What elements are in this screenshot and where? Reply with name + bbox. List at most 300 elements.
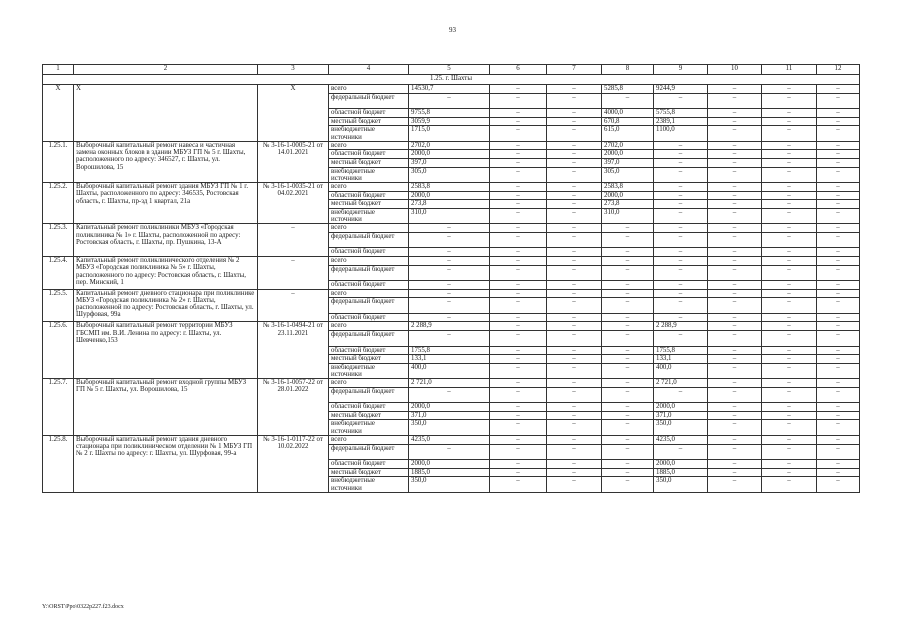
- amount-cell: 2583,8: [409, 183, 490, 192]
- amount-cell: –: [490, 150, 547, 159]
- amount-cell: –: [654, 191, 708, 200]
- amount-cell: 1715,0: [409, 126, 490, 142]
- amount-cell: –: [817, 150, 860, 159]
- amount-cell: –: [762, 117, 817, 126]
- amount-cell: –: [547, 411, 602, 420]
- table-row: [43, 435, 860, 444]
- funding-source: федеральный бюджет: [329, 331, 409, 347]
- column-header: 10: [708, 65, 762, 75]
- amount-cell: –: [708, 224, 762, 233]
- item-number: 1.25.6.: [43, 322, 74, 379]
- amount-cell: 4000,0: [602, 109, 654, 118]
- amount-cell: –: [654, 158, 708, 167]
- amount-cell: –: [409, 331, 490, 347]
- amount-cell: –: [490, 331, 547, 347]
- amount-cell: 2000,0: [409, 403, 490, 412]
- amount-cell: –: [547, 444, 602, 460]
- amount-cell: 2 288,9: [409, 322, 490, 331]
- item-reference: № 3-16-1-0494-21 от 23.11.2021: [258, 322, 329, 379]
- funding-source: всего: [329, 85, 409, 94]
- amount-cell: –: [708, 363, 762, 379]
- amount-cell: –: [817, 331, 860, 347]
- column-header: 2: [74, 65, 258, 75]
- amount-cell: –: [817, 444, 860, 460]
- funding-source: внебюджетные источники: [329, 363, 409, 379]
- item-reference: № 3-16-1-0117-22 от 10.02.2022: [258, 435, 329, 492]
- amount-cell: –: [547, 460, 602, 469]
- amount-cell: –: [547, 167, 602, 183]
- amount-cell: –: [547, 322, 602, 331]
- amount-cell: –: [490, 167, 547, 183]
- amount-cell: –: [490, 281, 547, 290]
- amount-cell: –: [547, 126, 602, 142]
- amount-cell: –: [409, 248, 490, 257]
- amount-cell: –: [602, 387, 654, 403]
- amount-cell: –: [817, 289, 860, 298]
- amount-cell: –: [547, 298, 602, 314]
- amount-cell: –: [490, 411, 547, 420]
- amount-cell: –: [708, 141, 762, 150]
- funding-source: внебюджетные источники: [329, 167, 409, 183]
- amount-cell: –: [817, 248, 860, 257]
- amount-cell: –: [708, 289, 762, 298]
- amount-cell: 305,0: [602, 167, 654, 183]
- funding-source: внебюджетные источники: [329, 420, 409, 436]
- amount-cell: –: [490, 232, 547, 248]
- item-number: Х: [43, 85, 74, 142]
- amount-cell: –: [762, 141, 817, 150]
- funding-source: областной бюджет: [329, 313, 409, 322]
- amount-cell: –: [547, 387, 602, 403]
- amount-cell: –: [762, 248, 817, 257]
- amount-cell: –: [547, 379, 602, 388]
- funding-source: федеральный бюджет: [329, 387, 409, 403]
- amount-cell: –: [602, 281, 654, 290]
- funding-source: федеральный бюджет: [329, 93, 409, 109]
- amount-cell: 3059,9: [409, 117, 490, 126]
- funding-source: всего: [329, 322, 409, 331]
- amount-cell: –: [762, 167, 817, 183]
- amount-cell: –: [762, 191, 817, 200]
- amount-cell: –: [409, 313, 490, 322]
- amount-cell: –: [602, 460, 654, 469]
- amount-cell: –: [762, 93, 817, 109]
- amount-cell: 2000,0: [602, 191, 654, 200]
- table-row: [43, 322, 860, 331]
- amount-cell: –: [490, 183, 547, 192]
- amount-cell: –: [708, 109, 762, 118]
- amount-cell: –: [547, 435, 602, 444]
- amount-cell: –: [817, 387, 860, 403]
- amount-cell: –: [708, 93, 762, 109]
- amount-cell: –: [708, 183, 762, 192]
- amount-cell: –: [817, 191, 860, 200]
- amount-cell: –: [654, 281, 708, 290]
- amount-cell: –: [602, 248, 654, 257]
- column-header: 9: [654, 65, 708, 75]
- amount-cell: –: [547, 248, 602, 257]
- amount-cell: –: [708, 322, 762, 331]
- funding-source: внебюджетные источники: [329, 477, 409, 493]
- item-description: Капитальный ремонт поликлиники МБУЗ «Городская поликлиника № 1» г. Шахты, расположенной по адресу: Ростовская область, г. Шахты, пр. Пушкина, 13-А: [74, 224, 258, 257]
- amount-cell: –: [708, 265, 762, 281]
- amount-cell: 1885,0: [409, 468, 490, 477]
- funding-source: всего: [329, 379, 409, 388]
- amount-cell: –: [602, 346, 654, 355]
- section-title: 1.25. г. Шахты: [43, 75, 860, 85]
- amount-cell: 2 721,0: [409, 379, 490, 388]
- amount-cell: 2000,0: [409, 150, 490, 159]
- amount-cell: –: [547, 109, 602, 118]
- amount-cell: –: [654, 265, 708, 281]
- amount-cell: –: [708, 355, 762, 364]
- amount-cell: –: [547, 224, 602, 233]
- amount-cell: –: [490, 444, 547, 460]
- funding-source: областной бюджет: [329, 150, 409, 159]
- amount-cell: 5285,8: [602, 85, 654, 94]
- amount-cell: –: [654, 141, 708, 150]
- item-number: 1.25.4.: [43, 257, 74, 290]
- amount-cell: –: [490, 126, 547, 142]
- amount-cell: –: [602, 420, 654, 436]
- amount-cell: –: [490, 313, 547, 322]
- amount-cell: –: [547, 117, 602, 126]
- amount-cell: –: [490, 363, 547, 379]
- funding-source: областной бюджет: [329, 109, 409, 118]
- amount-cell: –: [762, 379, 817, 388]
- amount-cell: –: [817, 158, 860, 167]
- item-description: Выборочный капитальный ремонт здания МБУЗ ГП № 1 г. Шахты, расположенного по адресу: 346535, Ростовская область, г. Шахты, пр-зд 1 квартал, 21а: [74, 183, 258, 224]
- amount-cell: –: [490, 208, 547, 224]
- amount-cell: –: [762, 150, 817, 159]
- amount-cell: –: [708, 85, 762, 94]
- amount-cell: –: [490, 289, 547, 298]
- amount-cell: –: [490, 435, 547, 444]
- amount-cell: –: [654, 298, 708, 314]
- amount-cell: –: [547, 477, 602, 493]
- column-header: 5: [409, 65, 490, 75]
- amount-cell: –: [602, 93, 654, 109]
- amount-cell: –: [490, 117, 547, 126]
- amount-cell: –: [547, 191, 602, 200]
- amount-cell: –: [547, 85, 602, 94]
- amount-cell: –: [409, 281, 490, 290]
- amount-cell: –: [762, 460, 817, 469]
- table-row: [43, 183, 860, 192]
- amount-cell: –: [409, 257, 490, 266]
- amount-cell: –: [409, 289, 490, 298]
- amount-cell: 350,0: [409, 477, 490, 493]
- item-number: 1.25.8.: [43, 435, 74, 492]
- table-row: [43, 289, 860, 298]
- column-header: 1: [43, 65, 74, 75]
- funding-source: областной бюджет: [329, 281, 409, 290]
- amount-cell: –: [817, 200, 860, 209]
- amount-cell: 397,0: [602, 158, 654, 167]
- amount-cell: 2 288,9: [654, 322, 708, 331]
- amount-cell: –: [490, 298, 547, 314]
- amount-cell: –: [708, 167, 762, 183]
- amount-cell: –: [490, 460, 547, 469]
- amount-cell: –: [708, 460, 762, 469]
- amount-cell: –: [762, 281, 817, 290]
- amount-cell: –: [490, 248, 547, 257]
- amount-cell: 133,1: [409, 355, 490, 364]
- amount-cell: –: [490, 191, 547, 200]
- amount-cell: –: [409, 232, 490, 248]
- amount-cell: –: [708, 420, 762, 436]
- amount-cell: –: [547, 257, 602, 266]
- amount-cell: –: [762, 411, 817, 420]
- amount-cell: –: [762, 224, 817, 233]
- column-header: 7: [547, 65, 602, 75]
- amount-cell: –: [602, 289, 654, 298]
- amount-cell: –: [762, 208, 817, 224]
- amount-cell: –: [490, 420, 547, 436]
- funding-source: федеральный бюджет: [329, 232, 409, 248]
- amount-cell: –: [817, 281, 860, 290]
- funding-source: областной бюджет: [329, 346, 409, 355]
- amount-cell: –: [654, 313, 708, 322]
- amount-cell: –: [817, 379, 860, 388]
- amount-cell: –: [490, 158, 547, 167]
- amount-cell: –: [490, 265, 547, 281]
- amount-cell: –: [654, 167, 708, 183]
- amount-cell: –: [602, 322, 654, 331]
- amount-cell: –: [547, 355, 602, 364]
- amount-cell: –: [762, 468, 817, 477]
- amount-cell: –: [490, 403, 547, 412]
- item-description: Выборочный капитальный ремонт территории МБУЗ ГБСМП им. В.И. Ленина по адресу: г. Шахты, ул. Шевченко,153: [74, 322, 258, 379]
- amount-cell: 4235,0: [654, 435, 708, 444]
- amount-cell: –: [708, 298, 762, 314]
- amount-cell: 371,0: [409, 411, 490, 420]
- amount-cell: –: [762, 322, 817, 331]
- amount-cell: –: [817, 477, 860, 493]
- amount-cell: –: [708, 232, 762, 248]
- item-reference: № 3-16-1-0035-21 от 04.02.2021: [258, 183, 329, 224]
- amount-cell: –: [762, 346, 817, 355]
- amount-cell: –: [762, 313, 817, 322]
- amount-cell: –: [654, 93, 708, 109]
- amount-cell: 9244,9: [654, 85, 708, 94]
- amount-cell: –: [817, 322, 860, 331]
- amount-cell: –: [817, 346, 860, 355]
- amount-cell: –: [547, 331, 602, 347]
- amount-cell: –: [708, 117, 762, 126]
- amount-cell: –: [817, 313, 860, 322]
- amount-cell: –: [602, 468, 654, 477]
- amount-cell: 1755,8: [654, 346, 708, 355]
- funding-source: местный бюджет: [329, 468, 409, 477]
- amount-cell: –: [602, 403, 654, 412]
- amount-cell: –: [708, 191, 762, 200]
- amount-cell: –: [817, 265, 860, 281]
- funding-source: областной бюджет: [329, 191, 409, 200]
- funding-source: местный бюджет: [329, 200, 409, 209]
- amount-cell: –: [708, 281, 762, 290]
- amount-cell: –: [708, 158, 762, 167]
- amount-cell: –: [817, 183, 860, 192]
- amount-cell: 2389,1: [654, 117, 708, 126]
- item-reference: № 3-16-1-0057-22 от 28.01.2022: [258, 379, 329, 436]
- funding-source: всего: [329, 289, 409, 298]
- amount-cell: –: [547, 232, 602, 248]
- amount-cell: 2000,0: [602, 150, 654, 159]
- amount-cell: –: [762, 109, 817, 118]
- amount-cell: –: [602, 363, 654, 379]
- amount-cell: –: [708, 200, 762, 209]
- amount-cell: –: [708, 346, 762, 355]
- amount-cell: 400,0: [654, 363, 708, 379]
- amount-cell: –: [409, 444, 490, 460]
- amount-cell: –: [762, 444, 817, 460]
- amount-cell: –: [654, 387, 708, 403]
- amount-cell: –: [762, 200, 817, 209]
- amount-cell: –: [817, 420, 860, 436]
- page-number: 93: [449, 26, 456, 34]
- amount-cell: –: [817, 232, 860, 248]
- item-reference: Х: [258, 85, 329, 142]
- amount-cell: –: [547, 158, 602, 167]
- amount-cell: –: [602, 331, 654, 347]
- amount-cell: –: [762, 265, 817, 281]
- amount-cell: –: [490, 468, 547, 477]
- amount-cell: –: [817, 117, 860, 126]
- amount-cell: –: [762, 232, 817, 248]
- amount-cell: 14530,7: [409, 85, 490, 94]
- amount-cell: –: [762, 331, 817, 347]
- amount-cell: –: [547, 403, 602, 412]
- amount-cell: –: [762, 183, 817, 192]
- amount-cell: 350,0: [654, 420, 708, 436]
- amount-cell: –: [762, 298, 817, 314]
- amount-cell: –: [490, 387, 547, 403]
- amount-cell: –: [602, 411, 654, 420]
- item-number: 1.25.5.: [43, 289, 74, 322]
- item-description: Х: [74, 85, 258, 142]
- amount-cell: –: [817, 208, 860, 224]
- amount-cell: –: [490, 346, 547, 355]
- amount-cell: –: [547, 281, 602, 290]
- amount-cell: 2702,0: [409, 141, 490, 150]
- amount-cell: –: [547, 150, 602, 159]
- amount-cell: –: [490, 379, 547, 388]
- item-reference: –: [258, 289, 329, 322]
- amount-cell: 2000,0: [654, 403, 708, 412]
- item-reference: –: [258, 257, 329, 290]
- table-body: [43, 75, 860, 493]
- amount-cell: –: [409, 93, 490, 109]
- table-row: [43, 224, 860, 233]
- item-description: Капитальный ремонт поликлинического отделения № 2 МБУЗ «Городская поликлиника № 5» г. Шахты, расположенного по адресу: Ростовская область, г. Шахты, пер. Минский, 1: [74, 257, 258, 290]
- amount-cell: –: [708, 208, 762, 224]
- table-row: [43, 379, 860, 388]
- amount-cell: 670,8: [602, 117, 654, 126]
- funding-source: всего: [329, 141, 409, 150]
- amount-cell: –: [708, 248, 762, 257]
- amount-cell: –: [547, 208, 602, 224]
- column-header: 12: [817, 65, 860, 75]
- amount-cell: 5755,8: [654, 109, 708, 118]
- amount-cell: 273,8: [409, 200, 490, 209]
- amount-cell: –: [817, 298, 860, 314]
- amount-cell: –: [654, 150, 708, 159]
- amount-cell: –: [654, 183, 708, 192]
- amount-cell: –: [817, 460, 860, 469]
- item-reference: –: [258, 224, 329, 257]
- amount-cell: 9755,8: [409, 109, 490, 118]
- funding-source: местный бюджет: [329, 158, 409, 167]
- amount-cell: –: [602, 355, 654, 364]
- amount-cell: –: [762, 85, 817, 94]
- amount-cell: –: [708, 379, 762, 388]
- amount-cell: –: [490, 109, 547, 118]
- amount-cell: –: [490, 141, 547, 150]
- amount-cell: 1100,0: [654, 126, 708, 142]
- amount-cell: –: [547, 346, 602, 355]
- amount-cell: 2000,0: [409, 191, 490, 200]
- amount-cell: –: [547, 265, 602, 281]
- amount-cell: –: [817, 126, 860, 142]
- amount-cell: –: [762, 387, 817, 403]
- amount-cell: –: [409, 298, 490, 314]
- amount-cell: –: [490, 477, 547, 493]
- amount-cell: 400,0: [409, 363, 490, 379]
- amount-cell: –: [817, 109, 860, 118]
- amount-cell: 397,0: [409, 158, 490, 167]
- amount-cell: –: [602, 444, 654, 460]
- amount-cell: –: [602, 257, 654, 266]
- column-header-row: [43, 65, 860, 75]
- amount-cell: –: [817, 468, 860, 477]
- amount-cell: –: [409, 224, 490, 233]
- amount-cell: –: [708, 331, 762, 347]
- amount-cell: 2583,8: [602, 183, 654, 192]
- funding-source: областной бюджет: [329, 460, 409, 469]
- funding-source: всего: [329, 224, 409, 233]
- amount-cell: –: [490, 85, 547, 94]
- amount-cell: –: [602, 232, 654, 248]
- amount-cell: –: [547, 200, 602, 209]
- item-number: 1.25.1.: [43, 141, 74, 182]
- amount-cell: –: [490, 224, 547, 233]
- amount-cell: –: [817, 257, 860, 266]
- amount-cell: 2702,0: [602, 141, 654, 150]
- amount-cell: –: [708, 126, 762, 142]
- amount-cell: 350,0: [654, 477, 708, 493]
- amount-cell: 310,0: [602, 208, 654, 224]
- amount-cell: –: [817, 411, 860, 420]
- item-description: Выборочный капитальный ремонт здания дневного стационара при поликлиническом отделении № 1 МБУЗ ГП № 2 г. Шахты по адресу: г. Шахты, ул. Шурфовая, 99-а: [74, 435, 258, 492]
- amount-cell: –: [762, 420, 817, 436]
- amount-cell: –: [547, 289, 602, 298]
- amount-cell: –: [762, 257, 817, 266]
- document-path: Y:\ORST\Ppo\0322p227.f23.docx: [42, 604, 124, 610]
- amount-cell: 273,8: [602, 200, 654, 209]
- amount-cell: –: [708, 150, 762, 159]
- funding-source: всего: [329, 183, 409, 192]
- amount-cell: –: [602, 298, 654, 314]
- amount-cell: –: [762, 289, 817, 298]
- amount-cell: –: [654, 208, 708, 224]
- amount-cell: –: [654, 331, 708, 347]
- amount-cell: –: [654, 232, 708, 248]
- amount-cell: –: [817, 363, 860, 379]
- amount-cell: 1755,8: [409, 346, 490, 355]
- amount-cell: –: [708, 257, 762, 266]
- funding-source: местный бюджет: [329, 355, 409, 364]
